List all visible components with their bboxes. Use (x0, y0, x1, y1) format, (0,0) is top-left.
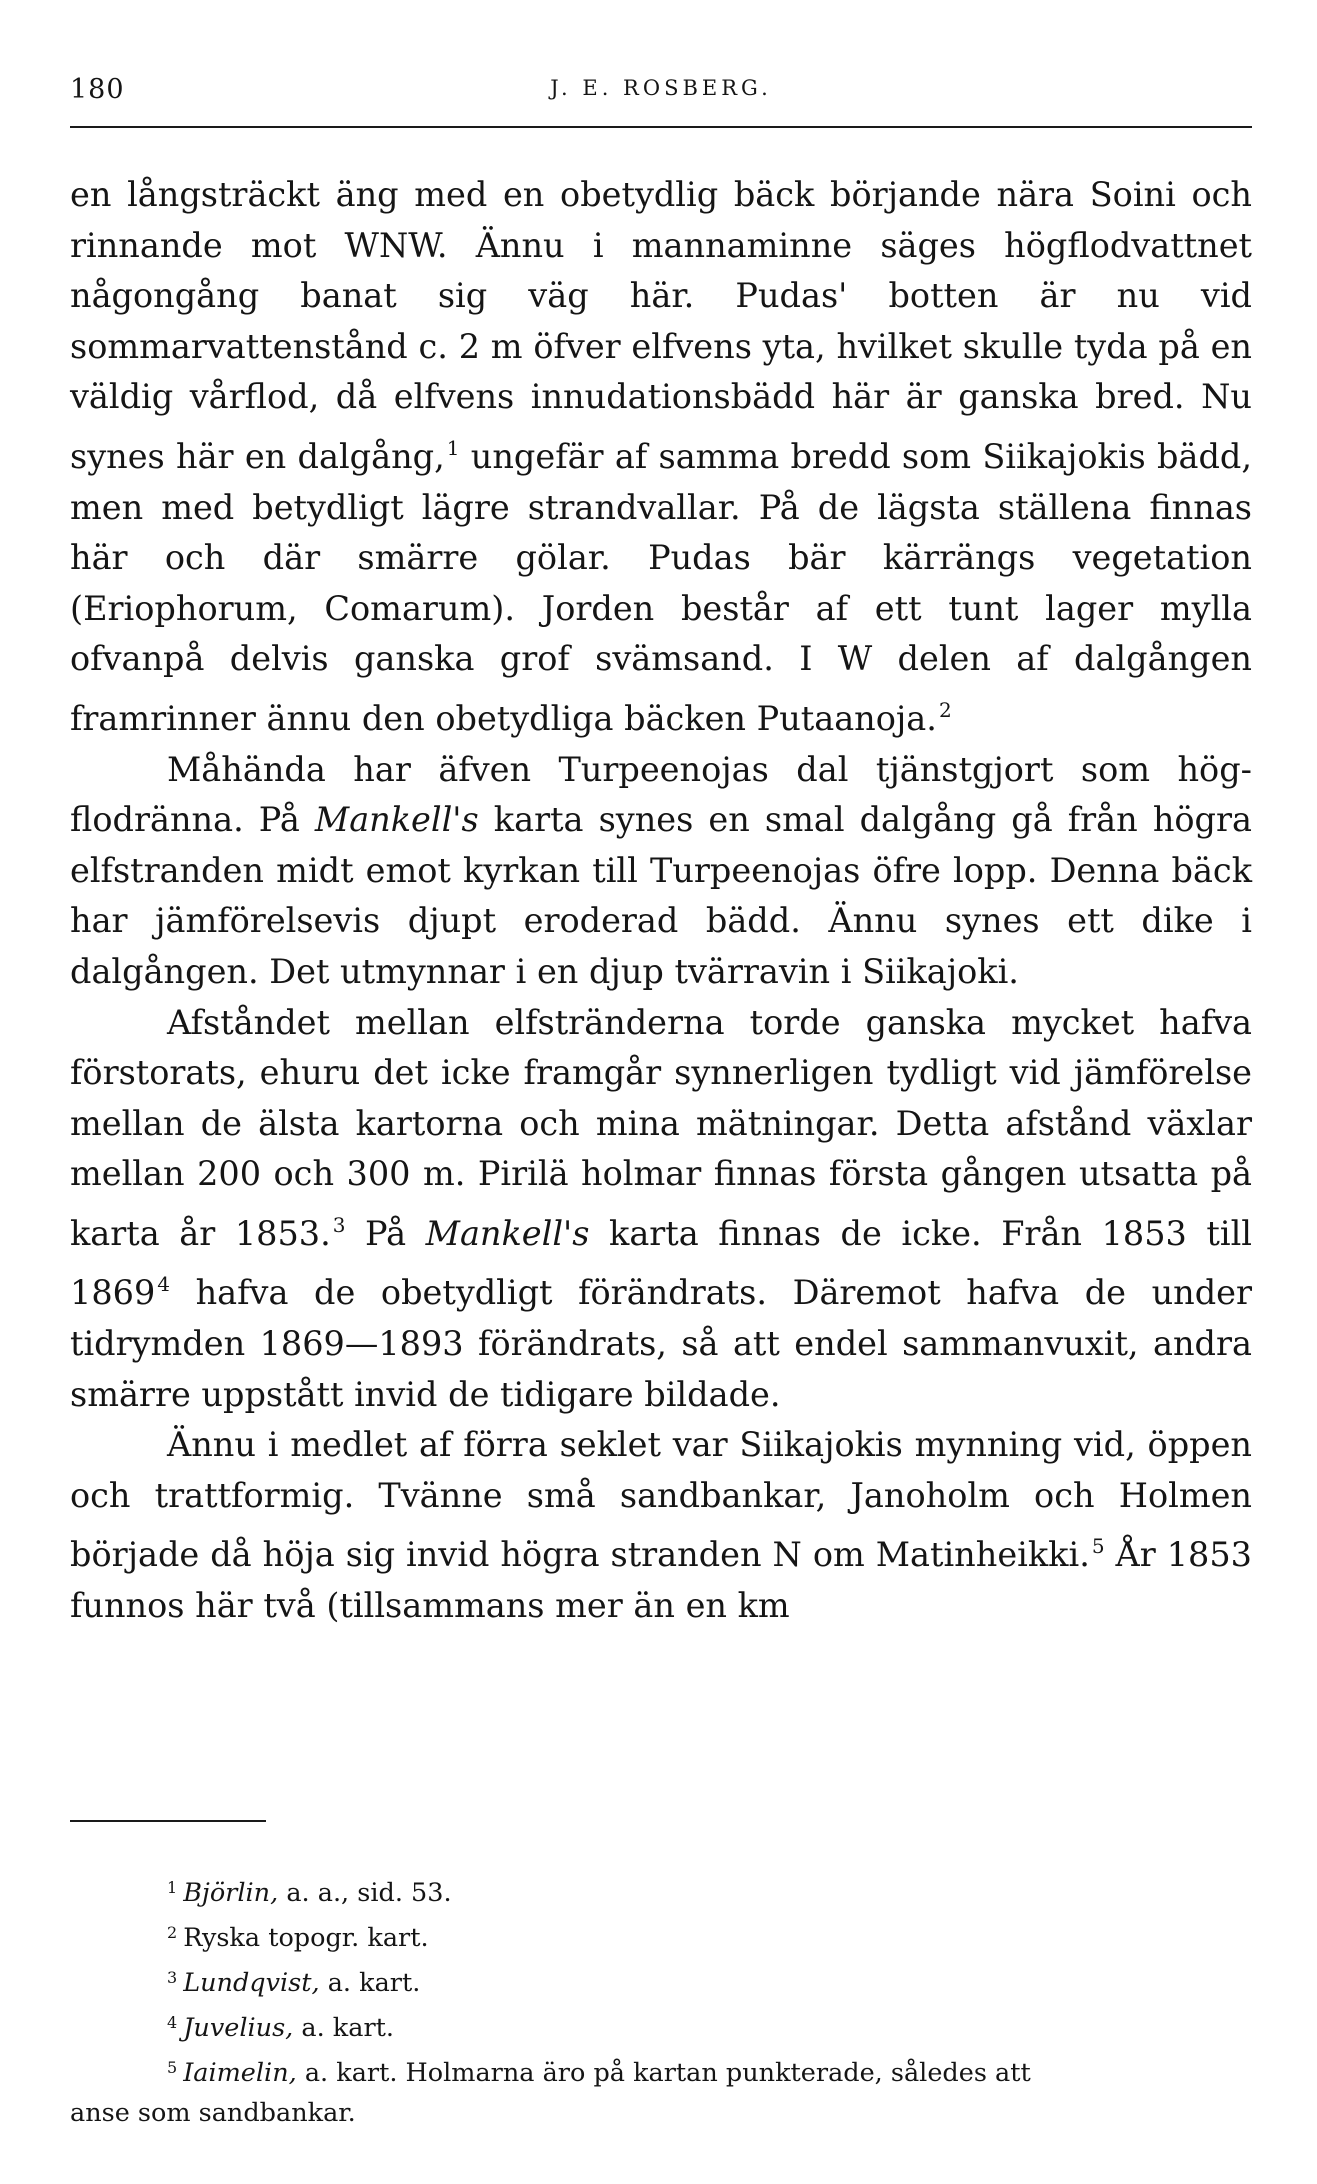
footnote (70, 2048, 1252, 2093)
text-run: hafva de obetydligt förändrats. Däremot hafva de under tidrymden 1869—1893 förändrats, så att endel sammanvuxit, andra smärre uppstått invid de tidigare bildade. (70, 1273, 1252, 1414)
footnote-mark: 5 (167, 2058, 178, 2077)
footnote-mark: 4 (167, 2013, 178, 2032)
text-run: a. kart. Holmarna äro på kartan punkterade, således att (296, 2058, 1031, 2088)
italic-name: Iaimelin, (183, 2058, 297, 2088)
italic-name: Björlin, (183, 1878, 279, 1908)
footnote-mark: 1 (167, 1878, 178, 1897)
header-rule (70, 126, 1252, 128)
text-run: ungefär af samma bredd som Siikajokis bädd, men med betydligt lägre strandvallar. På de lägsta ställena finnas här och där smärre gölar. Pudas bär kärrängs vegetation (Eriophorum, Comarum). Jorden består af ett tunt lager mylla ofvanpå delvis ganska grof svämsand. I W delen af dalgången framrinner ännu den obetydliga bäcken Putaanoja. (70, 436, 1252, 738)
text-run: Afståndet mellan elfstränderna torde ganska mycket hafva förstorats, ehuru det icke framgår synnerligen tydligt vid jämförelse mellan de älsta kartorna och mina mätningar. Detta afstånd växlar mellan 200 och 300 m. Pirilä holmar finnas första gången utsatta på karta år 1853. (70, 1002, 1252, 1253)
paragraph (70, 170, 1252, 745)
text-run: Måhända har äfven Turpeenojas dal tjänstgjort som högflodränna. På (70, 749, 1252, 840)
footnote-mark: 3 (167, 1968, 178, 1987)
footnote-reference: 5 (1091, 1534, 1105, 1559)
text-run: Ryska topogr. kart. (183, 1923, 429, 1953)
text-run: Ännu i medlet af förra seklet var Siikajokis mynning vid, öppen och trattformig. Tvänne små sandbankar, Janoholm och Holmen började då höja sig invid högra stranden N om Matinheikki. (70, 1425, 1252, 1575)
text-run: karta finnas de icke. Från 1853 till 1869 (70, 1213, 1252, 1313)
body-text (70, 170, 1252, 1632)
paragraph (70, 745, 1252, 998)
text-run: a. kart. (293, 2013, 394, 2043)
running-head (70, 74, 1252, 114)
footnotes (70, 1868, 1252, 2133)
italic-name: Mankell's (425, 1213, 590, 1253)
italic-name: Juvelius, (183, 2013, 294, 2043)
footnote (70, 2003, 1252, 2048)
text-run: en långsträckt äng med en obetydlig bäck börjande nära Soini och rinnande mot WNW. Ännu i mannaminne säges högflodvattnet någongång banat sig väg här. Pudas' botten är nu vid sommarvattenstånd c. 2 m öfver elfvens yta, hvilket skulle tyda på en väldig vårflod, då elfvens innudationsbädd här är ganska bred. Nu synes här en dalgång, (70, 175, 1252, 476)
footnote-reference: 2 (938, 697, 952, 722)
footnote-reference: 1 (446, 435, 460, 460)
running-head-author: J. E. ROSBERG. (550, 76, 772, 100)
text-run: a. kart. (319, 1968, 421, 1998)
page-number: 180 (70, 74, 125, 105)
footnote (70, 1958, 1252, 2003)
footnote-rule (70, 1820, 266, 1822)
text-run: a. a., sid. 53. (278, 1878, 452, 1908)
footnote-reference: 4 (157, 1272, 170, 1297)
paragraph (70, 998, 1252, 1421)
italic-name: Mankell's (314, 800, 479, 840)
footnote-continuation: anse som sandbankar. (70, 2098, 356, 2128)
footnote-mark: 2 (167, 1923, 178, 1942)
footnote (70, 1868, 1252, 1913)
italic-name: Lundqvist, (183, 1968, 320, 1998)
paragraph (70, 1420, 1252, 1631)
text-run: karta synes en smal dalgång gå från högra elfstranden midt emot kyrkan till Turpeenojas öfre lopp. Denna bäck har jämförelsevis djupt eroderad bädd. Ännu synes ett dike i dalgången. Det utmynnar i en djup tvärravin i Siikajoki. (70, 800, 1252, 991)
footnote-reference: 3 (332, 1212, 346, 1237)
text-run: På (345, 1213, 426, 1253)
footnote (70, 1913, 1252, 1958)
text-run: År 1853 funnos här två (tillsammans mer än en km (70, 1535, 1252, 1626)
